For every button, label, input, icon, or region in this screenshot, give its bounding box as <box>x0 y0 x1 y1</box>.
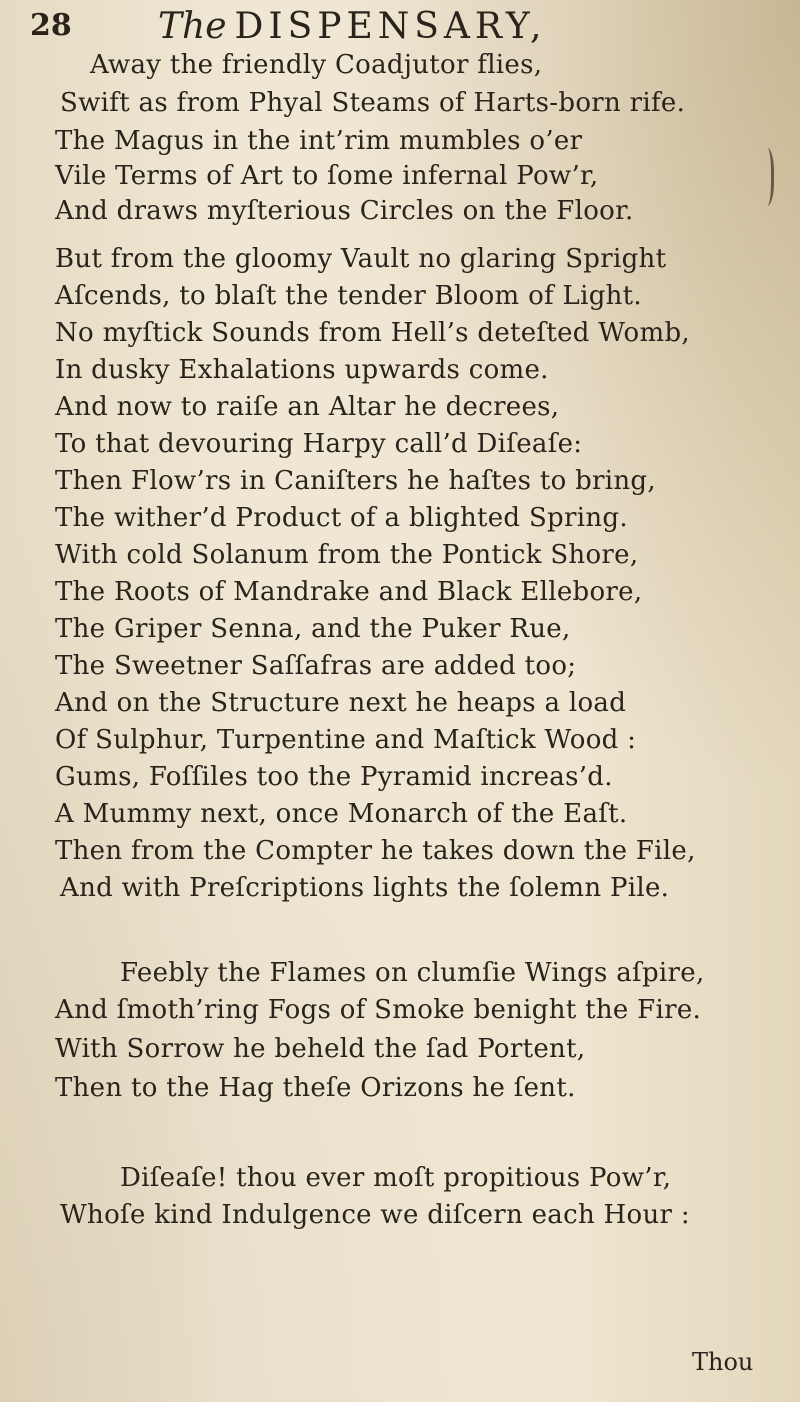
verse-line: Then from the Compter he takes down the File, <box>55 836 696 866</box>
verse-line: Diſeaſe! thou ever moſt propitious Pow’r, <box>120 1163 672 1193</box>
running-title <box>158 6 547 47</box>
verse-line: Then to the Hag theſe Orizons he ſent. <box>55 1073 576 1103</box>
verse-line: Then Flow’rs in Caniſters he haſtes to bring, <box>55 466 656 496</box>
verse-line: But from the gloomy Vault no glaring Spright <box>55 244 667 274</box>
verse-line: And draws myſterious Circles on the Floor. <box>55 196 634 226</box>
running-header <box>30 6 750 56</box>
verse-line: Away the friendly Coadjutor flies, <box>90 50 543 80</box>
verse-line: And now to raiſe an Altar he decrees, <box>55 392 560 422</box>
running-title-main: DISPENSARY, <box>234 6 547 47</box>
verse-line: The wither’d Product of a blighted Spring. <box>55 503 628 533</box>
verse-line: The Sweetner Saſſafras are added too; <box>55 651 577 681</box>
verse-line: Vile Terms of Art to ſome infernal Pow’r, <box>55 161 599 191</box>
verse-line: Whoſe kind Indulgence we diſcern each Hour : <box>60 1200 690 1230</box>
verse-line: Aſcends, to blaſt the tender Bloom of Light. <box>55 281 642 311</box>
verse-line: In dusky Exhalations upwards come. <box>55 355 549 385</box>
running-title-prefix: The <box>158 6 227 47</box>
verse-line: And with Preſcriptions lights the ſolemn Pile. <box>60 873 670 903</box>
verse-line: The Roots of Mandrake and Black Ellebore, <box>55 577 643 607</box>
triplet-brace <box>757 148 774 206</box>
verse-line: A Mummy next, once Monarch of the Eaſt. <box>55 799 628 829</box>
page-number: 28 <box>30 8 72 43</box>
verse-line: And on the Structure next he heaps a load <box>55 688 627 718</box>
verse-line: With Sorrow he beheld the ſad Portent, <box>55 1034 586 1064</box>
verse-line: With cold Solanum from the Pontick Shore, <box>55 540 639 570</box>
verse-line: No myſtick Sounds from Hell’s deteſted Womb, <box>55 318 690 348</box>
verse-line: Of Sulphur, Turpentine and Maſtick Wood : <box>55 725 637 755</box>
verse-line: Gums, Foſſiles too the Pyramid increas’d. <box>55 762 613 792</box>
verse-line: The Magus in the int’rim mumbles o’er <box>55 126 583 156</box>
verse-line: Swift as from Phyal Steams of Harts-born rife. <box>60 88 686 118</box>
verse-line: And ſmoth’ring Fogs of Smoke benight the Fire. <box>55 995 702 1025</box>
catchword: Thou <box>692 1348 754 1376</box>
verse-line: To that devouring Harpy call’d Diſeaſe: <box>55 429 583 459</box>
verse-line: Feebly the Flames on clumſie Wings aſpire, <box>120 958 705 988</box>
verse-line: The Griper Senna, and the Puker Rue, <box>55 614 571 644</box>
